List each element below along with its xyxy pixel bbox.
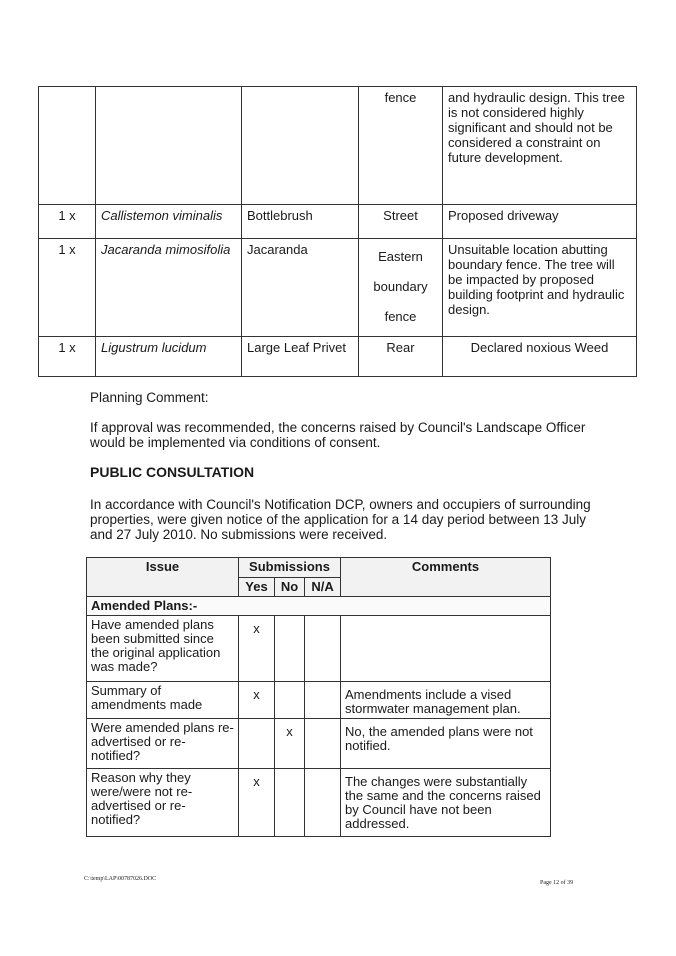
table-row — [87, 682, 551, 719]
public-consultation-heading: PUBLIC CONSULTATION — [90, 464, 255, 480]
no-header: No — [275, 578, 305, 597]
consultation-table — [86, 557, 551, 837]
yes-header: Yes — [239, 578, 275, 597]
qty-cell: 1 x — [39, 337, 96, 377]
na-cell — [305, 719, 341, 769]
table-row — [39, 337, 637, 377]
comment-cell — [341, 616, 551, 682]
location-cell: fence — [359, 87, 443, 205]
botanical-name-cell: Jacaranda mimosifolia — [96, 239, 242, 337]
table-row — [87, 719, 551, 769]
no-cell — [275, 769, 305, 837]
planning-comment-text: If approval was recommended, the concerns raised by Council's Landscape Officer would be implemented via conditions of consent. — [90, 420, 586, 450]
na-header: N/A — [305, 578, 341, 597]
common-name-cell: Bottlebrush — [242, 205, 359, 239]
comment-cell: No, the amended plans were not notified. — [341, 719, 551, 769]
yes-cell: x — [239, 616, 275, 682]
table-row — [39, 239, 637, 337]
qty-cell: 1 x — [39, 205, 96, 239]
comment-cell: Unsuitable location abutting boundary fence. The tree will be impacted by proposed building footprint and hydraulic design. — [443, 239, 637, 337]
common-name-cell: Large Leaf Privet — [242, 337, 359, 377]
footer-file-path: C:\temp\LAP\00787026.DOC — [84, 876, 157, 882]
yes-cell: x — [239, 682, 275, 719]
comment-cell: and hydraulic design. This tree is not considered highly significant and should not be considered a constraint on future development. — [443, 87, 637, 205]
header-row — [87, 558, 551, 578]
issue-cell: Were amended plans re-advertised or re-notified? — [87, 719, 239, 769]
submissions-header: Submissions — [239, 558, 341, 578]
amended-plans-section: Amended Plans:- — [87, 597, 551, 616]
common-name-cell: Jacaranda — [242, 239, 359, 337]
no-cell: x — [275, 719, 305, 769]
qty-cell: 1 x — [39, 239, 96, 337]
yes-cell: x — [239, 769, 275, 837]
comments-header: Comments — [341, 558, 551, 597]
location-cell: Street — [359, 205, 443, 239]
common-name-cell — [242, 87, 359, 205]
comment-cell: Amendments include a vised stormwater management plan. — [341, 682, 551, 719]
issue-cell: Reason why they were/were not re-advertised or re-notified? — [87, 769, 239, 837]
table-row — [39, 205, 637, 239]
botanical-name-cell: Callistemon viminalis — [96, 205, 242, 239]
no-cell — [275, 616, 305, 682]
qty-cell — [39, 87, 96, 205]
na-cell — [305, 769, 341, 837]
location-cell: Eastern boundary fence — [359, 239, 443, 337]
tree-table — [38, 86, 637, 377]
yes-cell — [239, 719, 275, 769]
comment-cell: Declared noxious Weed — [443, 337, 637, 377]
na-cell — [305, 682, 341, 719]
comment-cell: Proposed driveway — [443, 205, 637, 239]
issue-cell: Have amended plans been submitted since the original application was made? — [87, 616, 239, 682]
consultation-text: In accordance with Council's Notification DCP, owners and occupiers of surrounding properties, were given notice of the application for a 14 day period between 13 July and 27 July 2010. No submissions were received. — [90, 497, 591, 542]
location-cell: Rear — [359, 337, 443, 377]
comment-cell: The changes were substantially the same and the concerns raised by Council have not been addressed. — [341, 769, 551, 837]
issue-header: Issue — [87, 558, 239, 597]
section-row — [87, 597, 551, 616]
issue-cell: Summary of amendments made — [87, 682, 239, 719]
no-cell — [275, 682, 305, 719]
table-row — [39, 87, 637, 205]
footer-page-number: Page 12 of 39 — [540, 880, 574, 886]
table-row — [87, 616, 551, 682]
table-row — [87, 769, 551, 837]
planning-comment-label: Planning Comment: — [90, 390, 209, 405]
na-cell — [305, 616, 341, 682]
botanical-name-cell: Ligustrum lucidum — [96, 337, 242, 377]
botanical-name-cell — [96, 87, 242, 205]
